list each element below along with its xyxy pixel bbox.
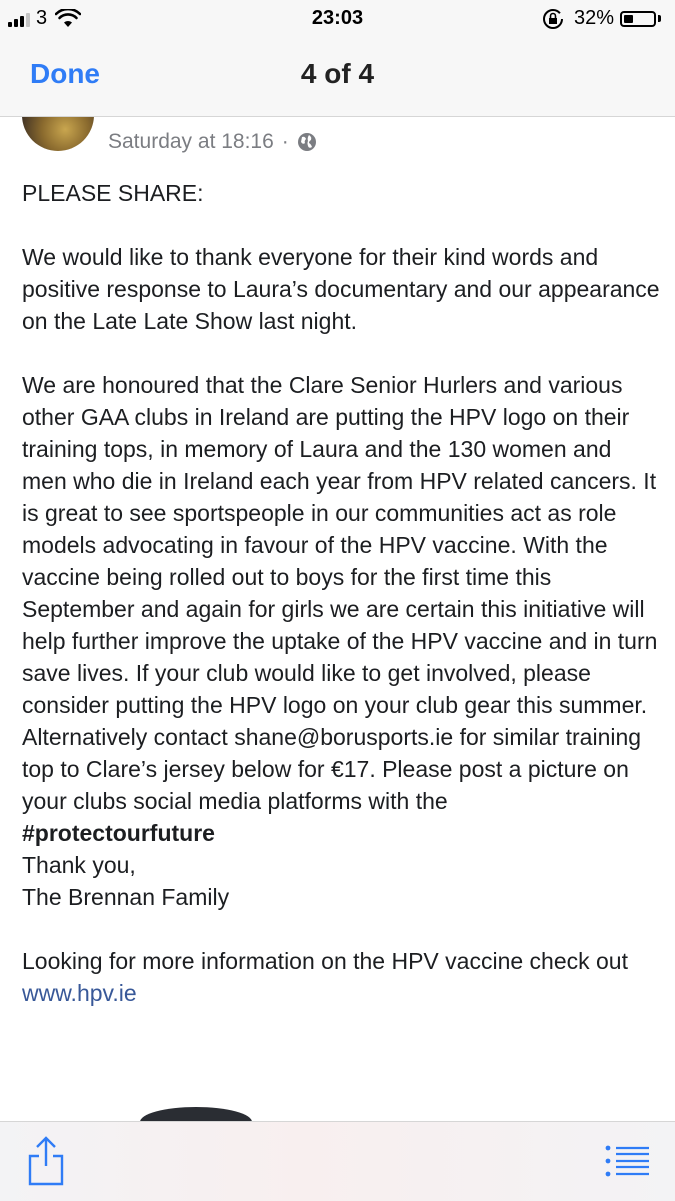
globe-icon <box>297 132 317 152</box>
status-time: 23:03 <box>311 7 364 29</box>
nav-bar <box>0 38 675 117</box>
battery-icon <box>620 11 656 27</box>
post-paragraph: We are honoured that the Clare Senior Hurlers and various other GAA clubs in Ireland are putting the HPV logo on their training tops, in memory of Laura and the 130 women and men who die in Ireland each year from HPV related cancers. It is great to see sportspeople in our communities act as role models advocating in favour of the HPV vaccine. With the vaccine being rolled out to boys for the first time this September and again for girls we are certain this initiative will help further improve the uptake of the HPV vaccine and in turn save lives. If your club would like to get involved, please consider putting the HPV logo on your club gear this summer. Alternatively contact shane@borusports.ie for similar training top to Clare’s jersey below for €17. Please post a picture on your clubs social media platforms with the <box>22 372 658 814</box>
page-title: 4 of 4 <box>300 58 375 89</box>
post-paragraph: We would like to thank everyone for their kind words and positive response to Laura’s documentary and our appearance on the Late Late Show last night. <box>22 244 660 334</box>
rotation-lock-icon <box>542 8 564 30</box>
battery-tip <box>658 15 661 22</box>
next-image-peek <box>0 1099 675 1121</box>
post-body <box>22 177 662 1009</box>
battery-percent: 32% <box>573 7 614 29</box>
post-paragraph <box>22 945 662 1009</box>
list-button[interactable] <box>605 1144 651 1178</box>
post-thanks: Thank you, <box>22 852 136 878</box>
post-content <box>0 117 675 1099</box>
done-button[interactable]: Done <box>30 58 100 89</box>
share-icon <box>24 1134 68 1188</box>
status-bar <box>0 0 675 38</box>
post-timestamp[interactable]: Saturday at 18:16 <box>108 130 274 153</box>
share-button[interactable] <box>24 1134 68 1188</box>
avatar[interactable] <box>22 117 94 151</box>
status-right <box>542 7 661 30</box>
post-signature: The Brennan Family <box>22 884 230 910</box>
post-meta <box>108 130 317 154</box>
meta-separator: · <box>281 130 289 153</box>
list-icon <box>605 1144 651 1178</box>
carrier-label: 3 <box>36 7 48 29</box>
hashtag-link[interactable]: #protectourfuture <box>22 820 215 846</box>
more-info-text: Looking for more information on the HPV vaccine check out <box>22 948 628 974</box>
jersey-image-peek <box>140 1107 252 1121</box>
post-paragraph: PLEASE SHARE: <box>22 180 204 206</box>
bottom-toolbar <box>0 1121 675 1201</box>
hpv-link[interactable]: www.hpv.ie <box>22 980 137 1006</box>
